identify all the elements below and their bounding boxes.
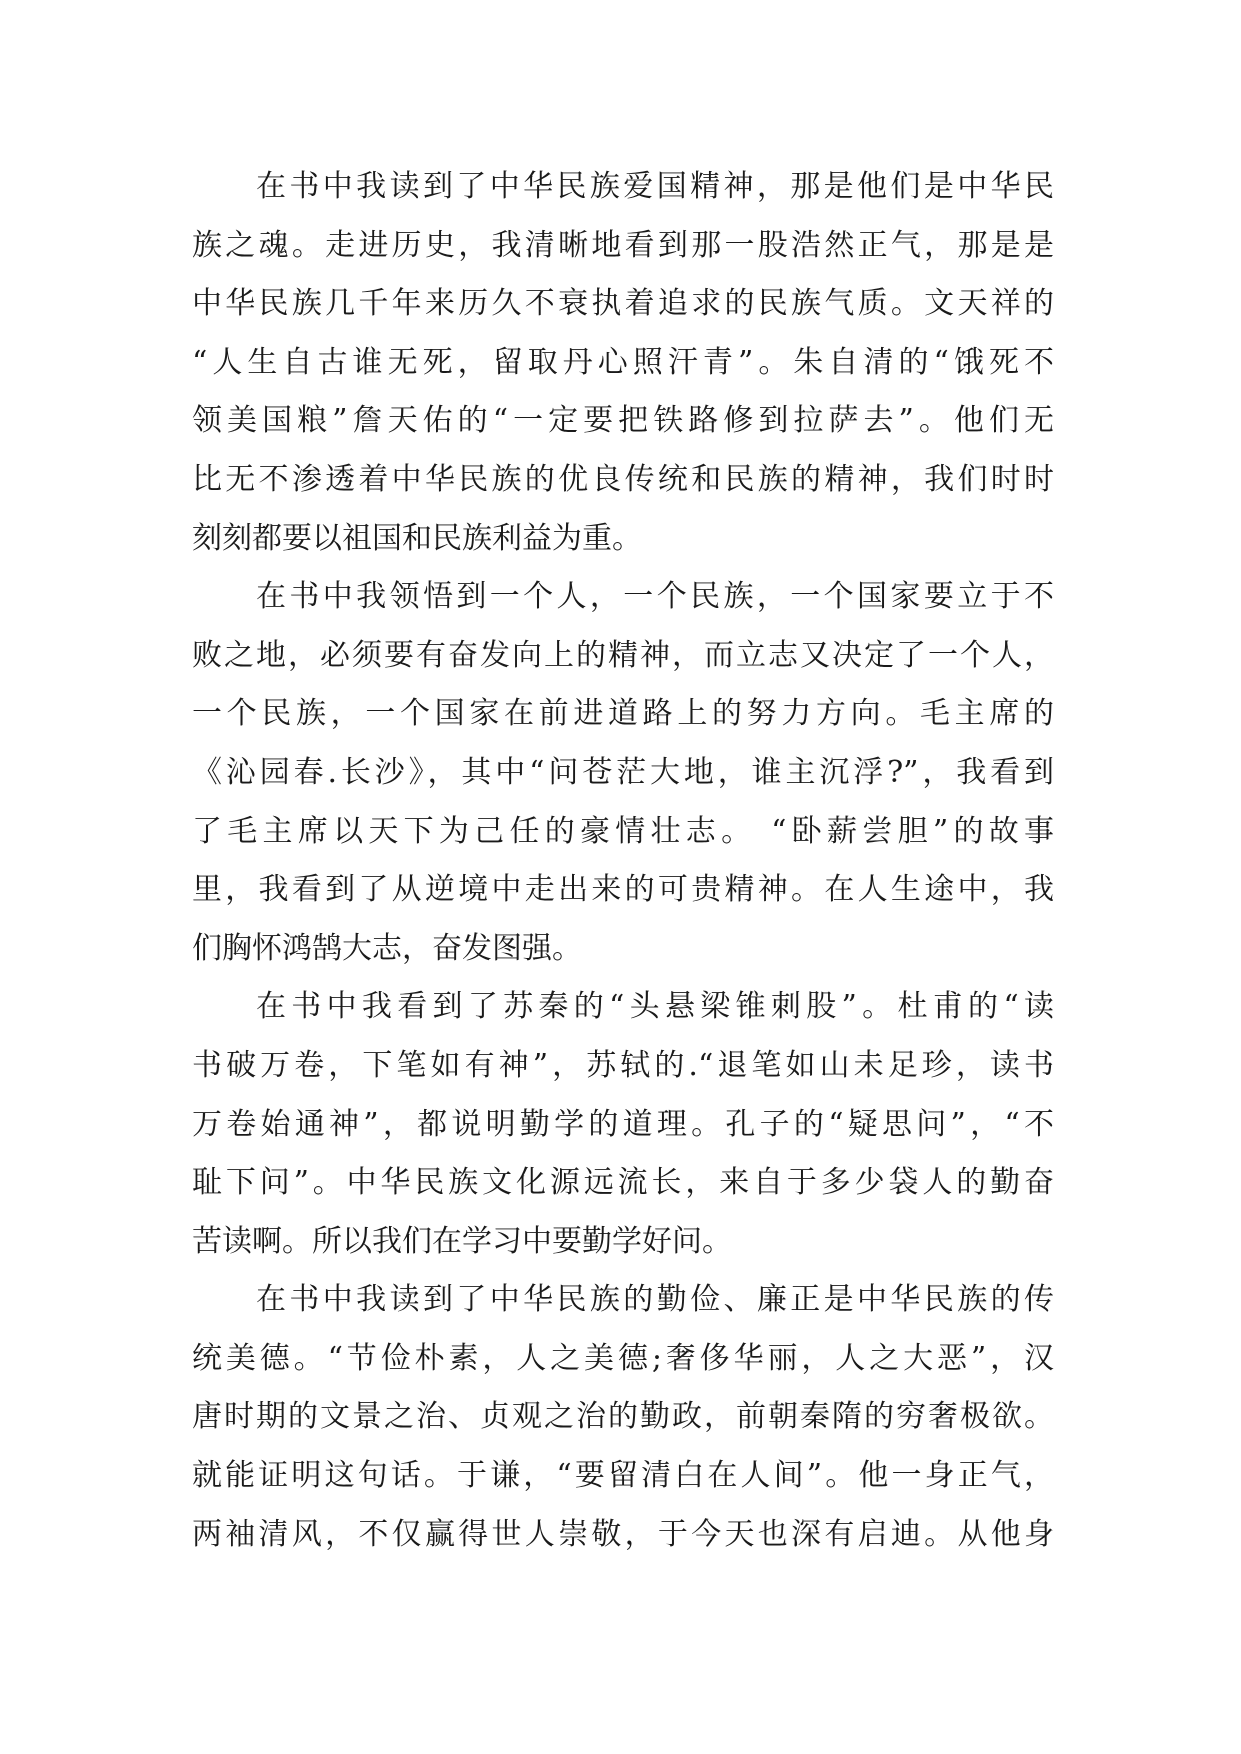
text-line: 了毛主席以天下为己任的豪情壮志。 “卧薪尝胆”的故事 [192,813,1054,849]
text-line: “人生自古谁无死，留取丹心照汗青”。朱自清的“饿死不 [192,344,1054,380]
text-line: 比无不渗透着中华民族的优良传统和民族的精神，我们时时 [192,461,1054,497]
text-line: 在书中我领悟到一个人，一个民族，一个国家要立于不 [256,579,1054,615]
text-line: 在书中我看到了苏秦的“头悬梁锥刺股”。杜甫的“读 [256,989,1054,1025]
text-line: 万卷始通神”，都说明勤学的道理。孔子的“疑思问”，“不 [192,1106,1054,1142]
text-line: 刻刻都要以祖国和民族利益为重。 [192,520,642,556]
text-line: 败之地，必须要有奋发向上的精神，而立志又决定了一个人， [192,637,1054,673]
text-line: 在书中我读到了中华民族的勤俭、廉正是中华民族的传 [256,1282,1054,1318]
text-line: 苦读啊。所以我们在学习中要勤学好问。 [192,1223,732,1259]
text-line: 两袖清风，不仅赢得世人崇敬，于今天也深有启迪。从他身 [192,1516,1054,1552]
text-line: 一个民族，一个国家在前进道路上的努力方向。毛主席的 [192,696,1054,732]
paragraph-diligent-study [192,978,1054,1271]
paragraph-frugality [192,1271,1054,1564]
text-line: 领美国粮”詹天佑的“一定要把铁路修到拉萨去”。他们无 [192,403,1054,439]
paragraph-patriotism [192,158,1054,568]
document-body [192,158,1054,1564]
text-line: 里，我看到了从逆境中走出来的可贵精神。在人生途中，我 [192,872,1054,908]
text-line: 唐时期的文景之治、贞观之治的勤政，前朝秦隋的穷奢极欲。 [192,1399,1054,1435]
text-line: 耻下问”。中华民族文化源远流长，来自于多少袋人的勤奋 [192,1165,1054,1201]
text-line: 《沁园春.长沙》，其中“问苍茫大地，谁主沉浮?”，我看到 [192,754,1054,790]
text-line: 中华民族几千年来历久不衰执着追求的民族气质。文天祥的 [192,286,1054,322]
paragraph-aspiration [192,568,1054,978]
text-line: 在书中我读到了中华民族爱国精神，那是他们是中华民 [256,169,1054,204]
text-line: 书破万卷，下笔如有神”，苏轼的.“退笔如山未足珍，读书 [192,1047,1054,1083]
text-line: 们胸怀鸿鹄大志，奋发图强。 [192,930,582,966]
text-line: 族之魂。走进历史，我清晰地看到那一股浩然正气，那是是 [192,227,1054,263]
text-line: 就能证明这句话。于谦，“要留清白在人间”。他一身正气， [192,1458,1054,1494]
text-line: 统美德。“节俭朴素，人之美德;奢侈华丽，人之大恶”，汉 [192,1340,1054,1376]
